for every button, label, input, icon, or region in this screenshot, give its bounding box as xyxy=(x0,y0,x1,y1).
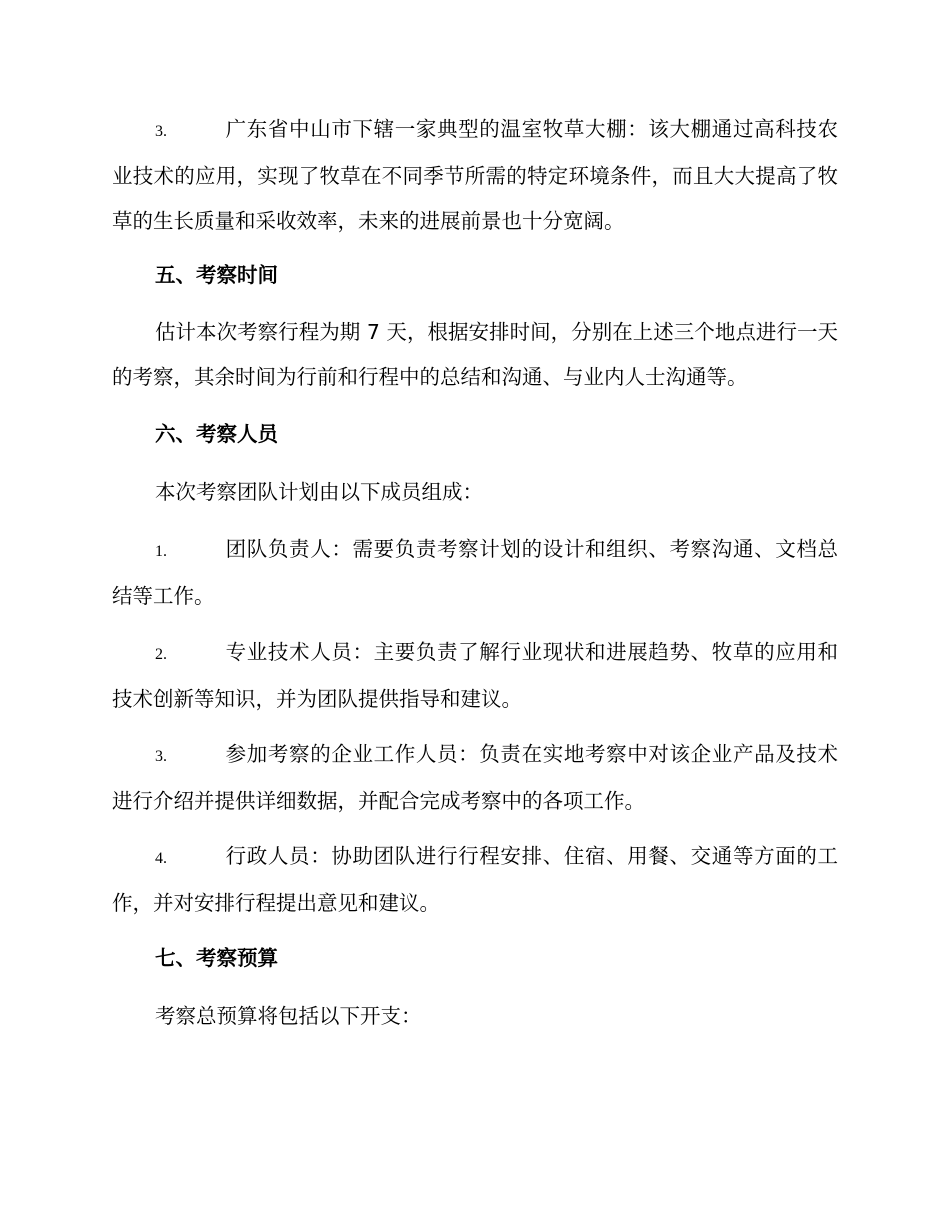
list-number: 1. xyxy=(155,543,167,560)
paragraph-personnel: 本次考察团队计划由以下成员组成： xyxy=(155,480,483,504)
list-item-text: 广东省中山市下辖一家典型的温室牧草大棚：该大棚通过高科技农业技术的应用，实现了牧草在不同季节所需的特定环境条件，而且大大提高了牧草的生长质量和采收效率，未来的进展前景也十分宽阔。 xyxy=(112,117,838,233)
list-number: 3. xyxy=(155,748,167,765)
list-item-text: 参加考察的企业工作人员：负责在实地考察中对该企业产品及技术进行介绍并提供详细数据，并配合完成考察中的各项工作。 xyxy=(112,742,838,813)
list-item-text: 行政人员：协助团队进行行程安排、住宿、用餐、交通等方面的工作，并对安排行程提出意见和建议。 xyxy=(112,844,838,915)
list-number: 4. xyxy=(155,850,167,867)
section-heading-personnel: 六、考察人员 xyxy=(155,422,278,446)
list-item-greenhouse xyxy=(112,107,838,244)
list-number: 3. xyxy=(155,123,167,140)
list-item-admin-staff xyxy=(112,834,838,926)
list-item-text: 团队负责人：需要负责考察计划的设计和组织、考察沟通、文档总结等工作。 xyxy=(112,537,838,608)
list-item-text: 专业技术人员：主要负责了解行业现状和进展趋势、牧草的应用和技术创新等知识，并为团队提供指导和建议。 xyxy=(112,640,838,711)
list-item-team-leader xyxy=(112,527,838,619)
section-heading-budget: 七、考察预算 xyxy=(155,946,278,970)
list-number: 2. xyxy=(155,646,167,663)
section-heading-time: 五、考察时间 xyxy=(155,263,278,287)
list-item-company-staff xyxy=(112,732,838,824)
paragraph-time: 估计本次考察行程为期 7 天，根据安排时间，分别在上述三个地点进行一天的考察，其余时间为行前和行程中的总结和沟通、与业内人士沟通等。 xyxy=(112,320,838,389)
list-item-technical-staff xyxy=(112,630,838,722)
paragraph-budget: 考察总预算将包括以下开支： xyxy=(155,1004,422,1028)
